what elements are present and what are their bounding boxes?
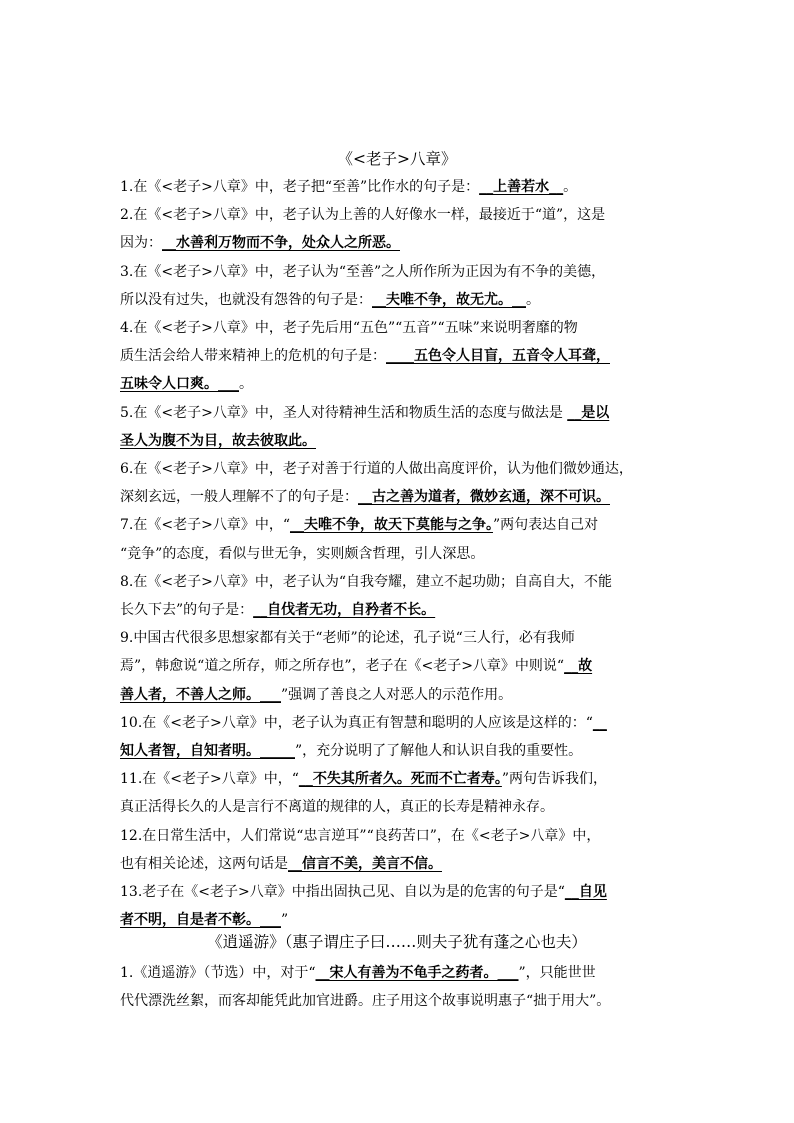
text-line — [120, 909, 680, 931]
question-text-tail: ” — [281, 912, 289, 929]
question-text-tail: 。 — [526, 291, 540, 308]
answer-text: 五味令人口爽。___ — [120, 376, 239, 393]
answer-text: __故 — [564, 658, 593, 675]
text-line — [120, 684, 680, 706]
text-line — [120, 655, 680, 677]
question-text: 所以没有过失，也就没有怨咎的句子是： — [120, 291, 372, 308]
question-text: 真正活得长久的人是言行不离道的规律的人，真正的长寿是精神永存。 — [120, 799, 554, 816]
text-line — [120, 740, 680, 762]
text-line — [120, 204, 680, 226]
question-text: 长久下去”的句子是： — [120, 602, 254, 618]
question-text: 质生活会给人带来精神上的危机的句子是： — [120, 348, 386, 365]
question-text: 2.在《<老子>八章》中，老子认为上善的人好像水一样，最接近于“道”，这是 — [120, 207, 606, 224]
question-text: 也有相关论述，这两句话是 — [120, 855, 288, 872]
text-line — [120, 543, 680, 565]
question-text: 深刻玄远，一般人理解不了的句子是： — [120, 489, 358, 506]
text-line — [120, 881, 680, 903]
text-line — [120, 853, 680, 875]
text-line — [120, 514, 680, 536]
question-text: 11.在《<老子>八章》中，“ — [120, 771, 299, 788]
answer-text: __上善若水__ — [479, 179, 564, 195]
question-text: “竞争”的态度，看似与世无争，实则颇含哲理，引人深思。 — [120, 545, 485, 562]
answer-text: __夫唯不争，故无尤。__ — [372, 291, 526, 308]
text-line — [120, 458, 680, 480]
question-text-tail: ”强调了善良之人对恶人的示范作用。 — [281, 686, 513, 703]
text-line — [120, 373, 680, 395]
text-line — [120, 712, 680, 734]
answer-text: __古之善为道者，微妙玄通，深不可识。 — [358, 489, 610, 506]
question-text: 3.在《<老子>八章》中，老子认为“至善”之人所作所为正因为有不争的美德， — [120, 263, 606, 280]
question-text-tail: ”，只能世世 — [518, 965, 596, 981]
question-text: 代代漂洗丝絮，而客却能凭此加官进爵。庄子用这个故事说明惠子“拙于用大”。 — [120, 993, 611, 1010]
text-line — [120, 768, 680, 790]
answer-text: __不失其所者久。死而不亡者寿。 — [298, 771, 502, 788]
answer-text: __水善利万物而不争，处众人之所恶。 — [162, 235, 400, 252]
text-line — [120, 289, 680, 311]
text-line — [120, 962, 680, 984]
question-text: 1.《逍遥游》（节选）中，对于“ — [120, 965, 316, 981]
text-line — [120, 345, 680, 367]
answer-text: __ — [592, 714, 607, 731]
answer-text: __夫唯不争，故天下莫能与之争。 — [289, 517, 493, 534]
question-text: 9.中国古代很多思想家都有关于“老师”的论述，孔子说“三人行，必有我师 — [120, 630, 575, 647]
text-line — [120, 796, 680, 818]
text-line — [120, 627, 680, 649]
question-text: 12.在日常生活中，人们常说“忠言逆耳”“良药苦口”，在《<老子>八章》中， — [120, 827, 601, 844]
question-text: 5.在《<老子>八章》中，圣人对待精神生活和物质生活的态度与做法是 — [120, 404, 568, 421]
question-text-tail: 。 — [239, 376, 253, 393]
answer-text: __信言不美，美言不信。 — [288, 855, 442, 872]
question-text-tail: ”两句告诉我们， — [501, 771, 608, 788]
text-line — [120, 599, 680, 621]
question-text: 4.在《<老子>八章》中，老子先后用“五色”“五音”“五味”来说明奢靡的物 — [120, 320, 578, 336]
text-line — [120, 430, 680, 452]
question-text: 8.在《<老子>八章》中，老子认为“自我夸耀，建立不起功勋；自高自大，不能 — [120, 573, 612, 590]
text-line — [120, 990, 680, 1012]
answer-text: __自见 — [564, 884, 607, 900]
question-text: 焉”，韩愈说“道之所存，师之所存也”，老子在《<老子>八章》中则说“ — [120, 658, 565, 675]
text-line — [120, 232, 680, 254]
question-text-tail: ”，充分说明了了解他人和认识自我的重要性。 — [295, 743, 583, 759]
question-text: 1.在《<老子>八章》中，老子把“至善”比作水的句子是： — [120, 179, 480, 195]
answer-text: 者不明，自是者不彰。___ — [120, 912, 281, 929]
answer-text: __自伐者无功，自矜者不长。 — [253, 602, 436, 618]
question-text: 6.在《<老子>八章》中，老子对善于行道的人做出高度评价，认为他们微妙通达， — [120, 461, 633, 477]
section-title-xiaoyaoyou: 《逍遥游》（惠子谓庄子曰……则夫子犹有蓬之心也夫） — [207, 933, 587, 951]
question-text: 10.在《<老子>八章》中，老子认为真正有智慧和聪明的人应该是这样的：“ — [120, 714, 593, 731]
answer-text: __是以 — [567, 404, 610, 421]
question-text: 因为： — [120, 235, 162, 252]
text-line — [120, 176, 680, 198]
answer-text: 圣人为腹不为目，故去彼取此。 — [120, 432, 316, 449]
text-line — [120, 571, 680, 593]
answer-text: __宋人有善为不龟手之药者。___ — [315, 965, 519, 981]
question-text: 7.在《<老子>八章》中，“ — [120, 517, 290, 534]
answer-text: 知人者智，自知者明。_____ — [120, 743, 295, 759]
section-title-laozi: 《<老子>八章》 — [337, 150, 457, 168]
text-line — [120, 825, 680, 847]
question-text-tail: ”两句表达自己对 — [492, 517, 599, 534]
question-text: 13.老子在《<老子>八章》中指出固执己见、自以为是的危害的句子是“ — [120, 884, 565, 900]
text-line — [120, 402, 680, 424]
answer-text: 善人者，不善人之师。___ — [120, 686, 281, 703]
answer-text: ____五色令人目盲，五音令人耳聋， — [386, 348, 610, 365]
text-line — [120, 317, 680, 339]
question-text-tail: 。 — [563, 179, 578, 195]
text-line — [120, 261, 680, 283]
text-line — [120, 486, 680, 508]
